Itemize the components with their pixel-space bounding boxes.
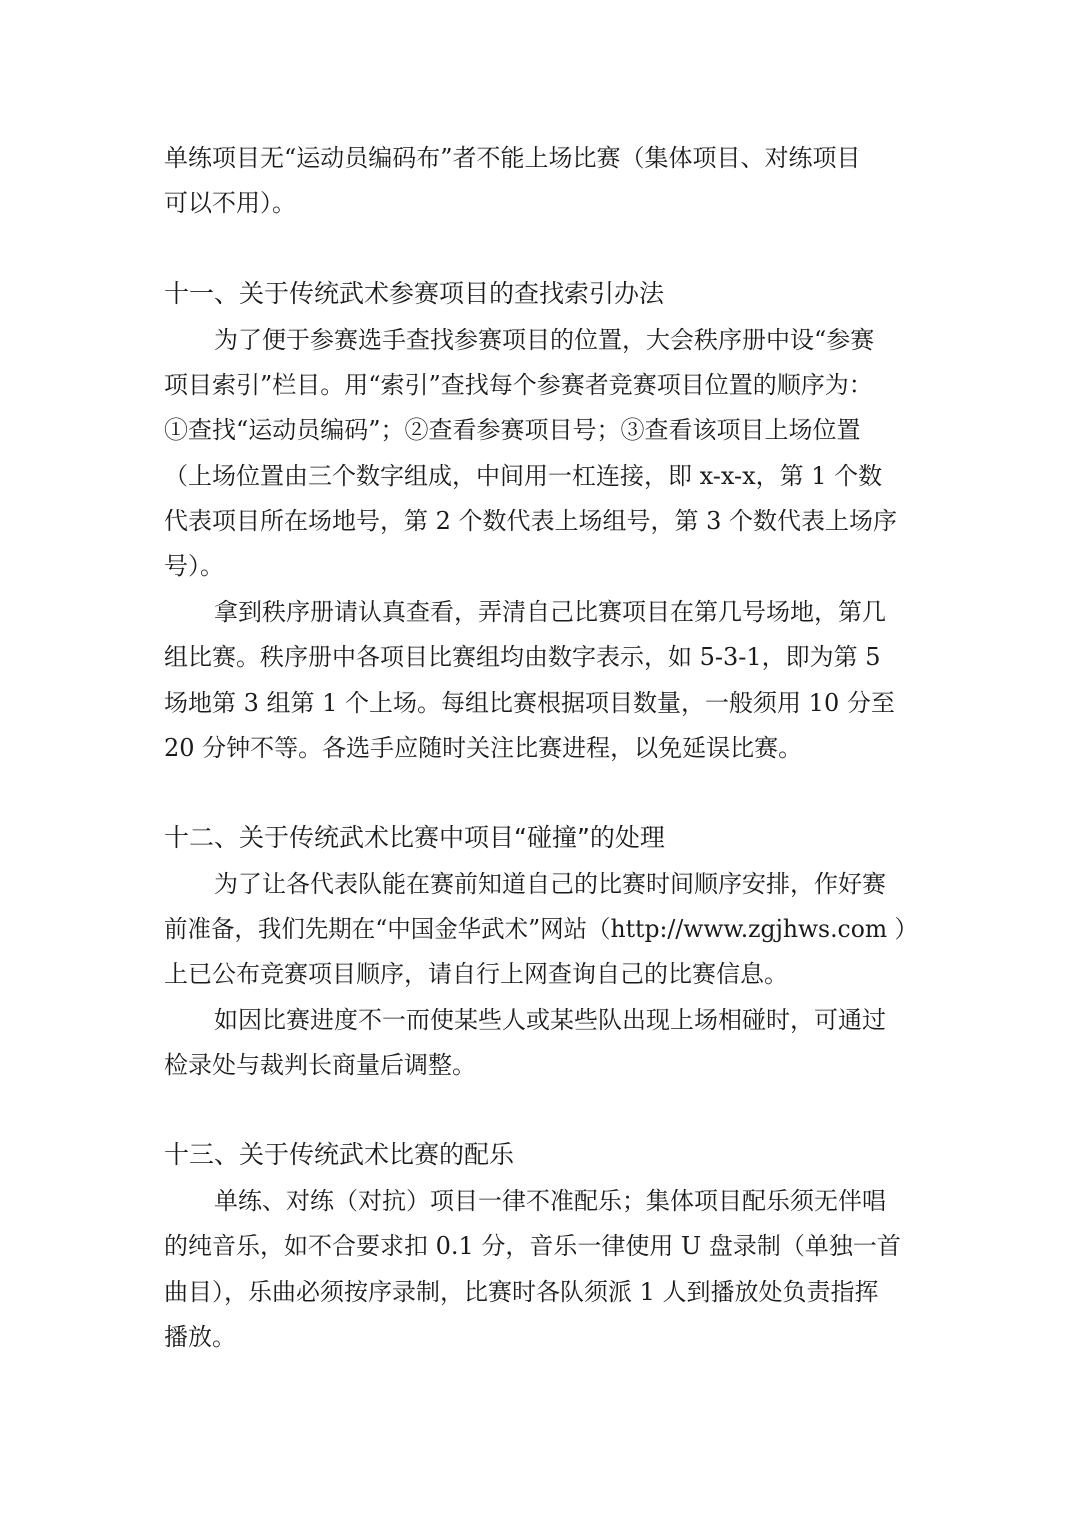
section-11-line-8: 组比赛。秩序册中各项目比赛组均由数字表示，如 5-3-1，即为第 5 <box>164 643 881 671</box>
section-12-line-1: 为了让各代表队能在赛前知道自己的比赛时间顺序安排，作好赛 <box>214 870 886 898</box>
section-13-line-4: 播放。 <box>164 1323 236 1351</box>
section-11-line-2: 项目索引”栏目。用“索引”查找每个参赛者竞赛项目位置的顺序为： <box>164 371 873 399</box>
section-11-heading: 十一、关于传统武术参赛项目的查找索引办法 <box>164 279 665 308</box>
section-11-line-4: （上场位置由三个数字组成，中间用一杠连接，即 x-x-x，第 1 个数 <box>164 462 883 490</box>
section-13-line-3: 曲目），乐曲必须按序录制，比赛时各队须派 1 人到播放处负责指挥 <box>164 1278 879 1306</box>
section-12-line-5: 检录处与裁判长商量后调整。 <box>164 1051 476 1079</box>
intro-line-1: 单练项目无“运动员编码布”者不能上场比赛（集体项目、对练项目 <box>164 144 861 172</box>
section-13-line-2: 的纯音乐，如不合要求扣 0.1 分，音乐一律使用 U 盘录制（单独一首 <box>164 1232 901 1260</box>
intro-line-2: 可以不用）。 <box>164 189 296 217</box>
section-12-heading: 十二、关于传统武术比赛中项目“碰撞”的处理 <box>164 823 665 852</box>
section-11-line-9: 场地第 3 组第 1 个上场。每组比赛根据项目数量，一般须用 10 分至 <box>164 689 895 717</box>
section-13-heading: 十三、关于传统武术比赛的配乐 <box>164 1140 515 1169</box>
section-11-line-5: 代表项目所在场地号，第 2 个数代表上场组号，第 3 个数代表上场序 <box>164 507 898 535</box>
section-11-line-10: 20 分钟不等。各选手应随时关注比赛进程，以免延误比赛。 <box>164 734 803 762</box>
section-12-line-3: 上已公布竞赛项目顺序，请自行上网查询自己的比赛信息。 <box>164 960 788 988</box>
section-12-line-4: 如因比赛进度不一而使某些人或某些队出现上场相碰时，可通过 <box>214 1006 886 1034</box>
section-13-line-1: 单练、对练（对抗）项目一律不准配乐；集体项目配乐须无伴唱 <box>214 1187 886 1215</box>
section-11-line-6: 号）。 <box>164 552 224 580</box>
section-12-line-2: 前准备，我们先期在“中国金华武术”网站（http://www.zgjhws.com ） <box>164 915 919 943</box>
section-11-line-3: ①查找“运动员编码”；②查看参赛项目号；③查看该项目上场位置 <box>164 416 861 444</box>
section-11-line-1: 为了便于参赛选手查找参赛项目的位置，大会秩序册中设“参赛 <box>214 326 875 354</box>
section-11-line-7: 拿到秩序册请认真查看，弄清自己比赛项目在第几号场地，第几 <box>214 598 886 626</box>
